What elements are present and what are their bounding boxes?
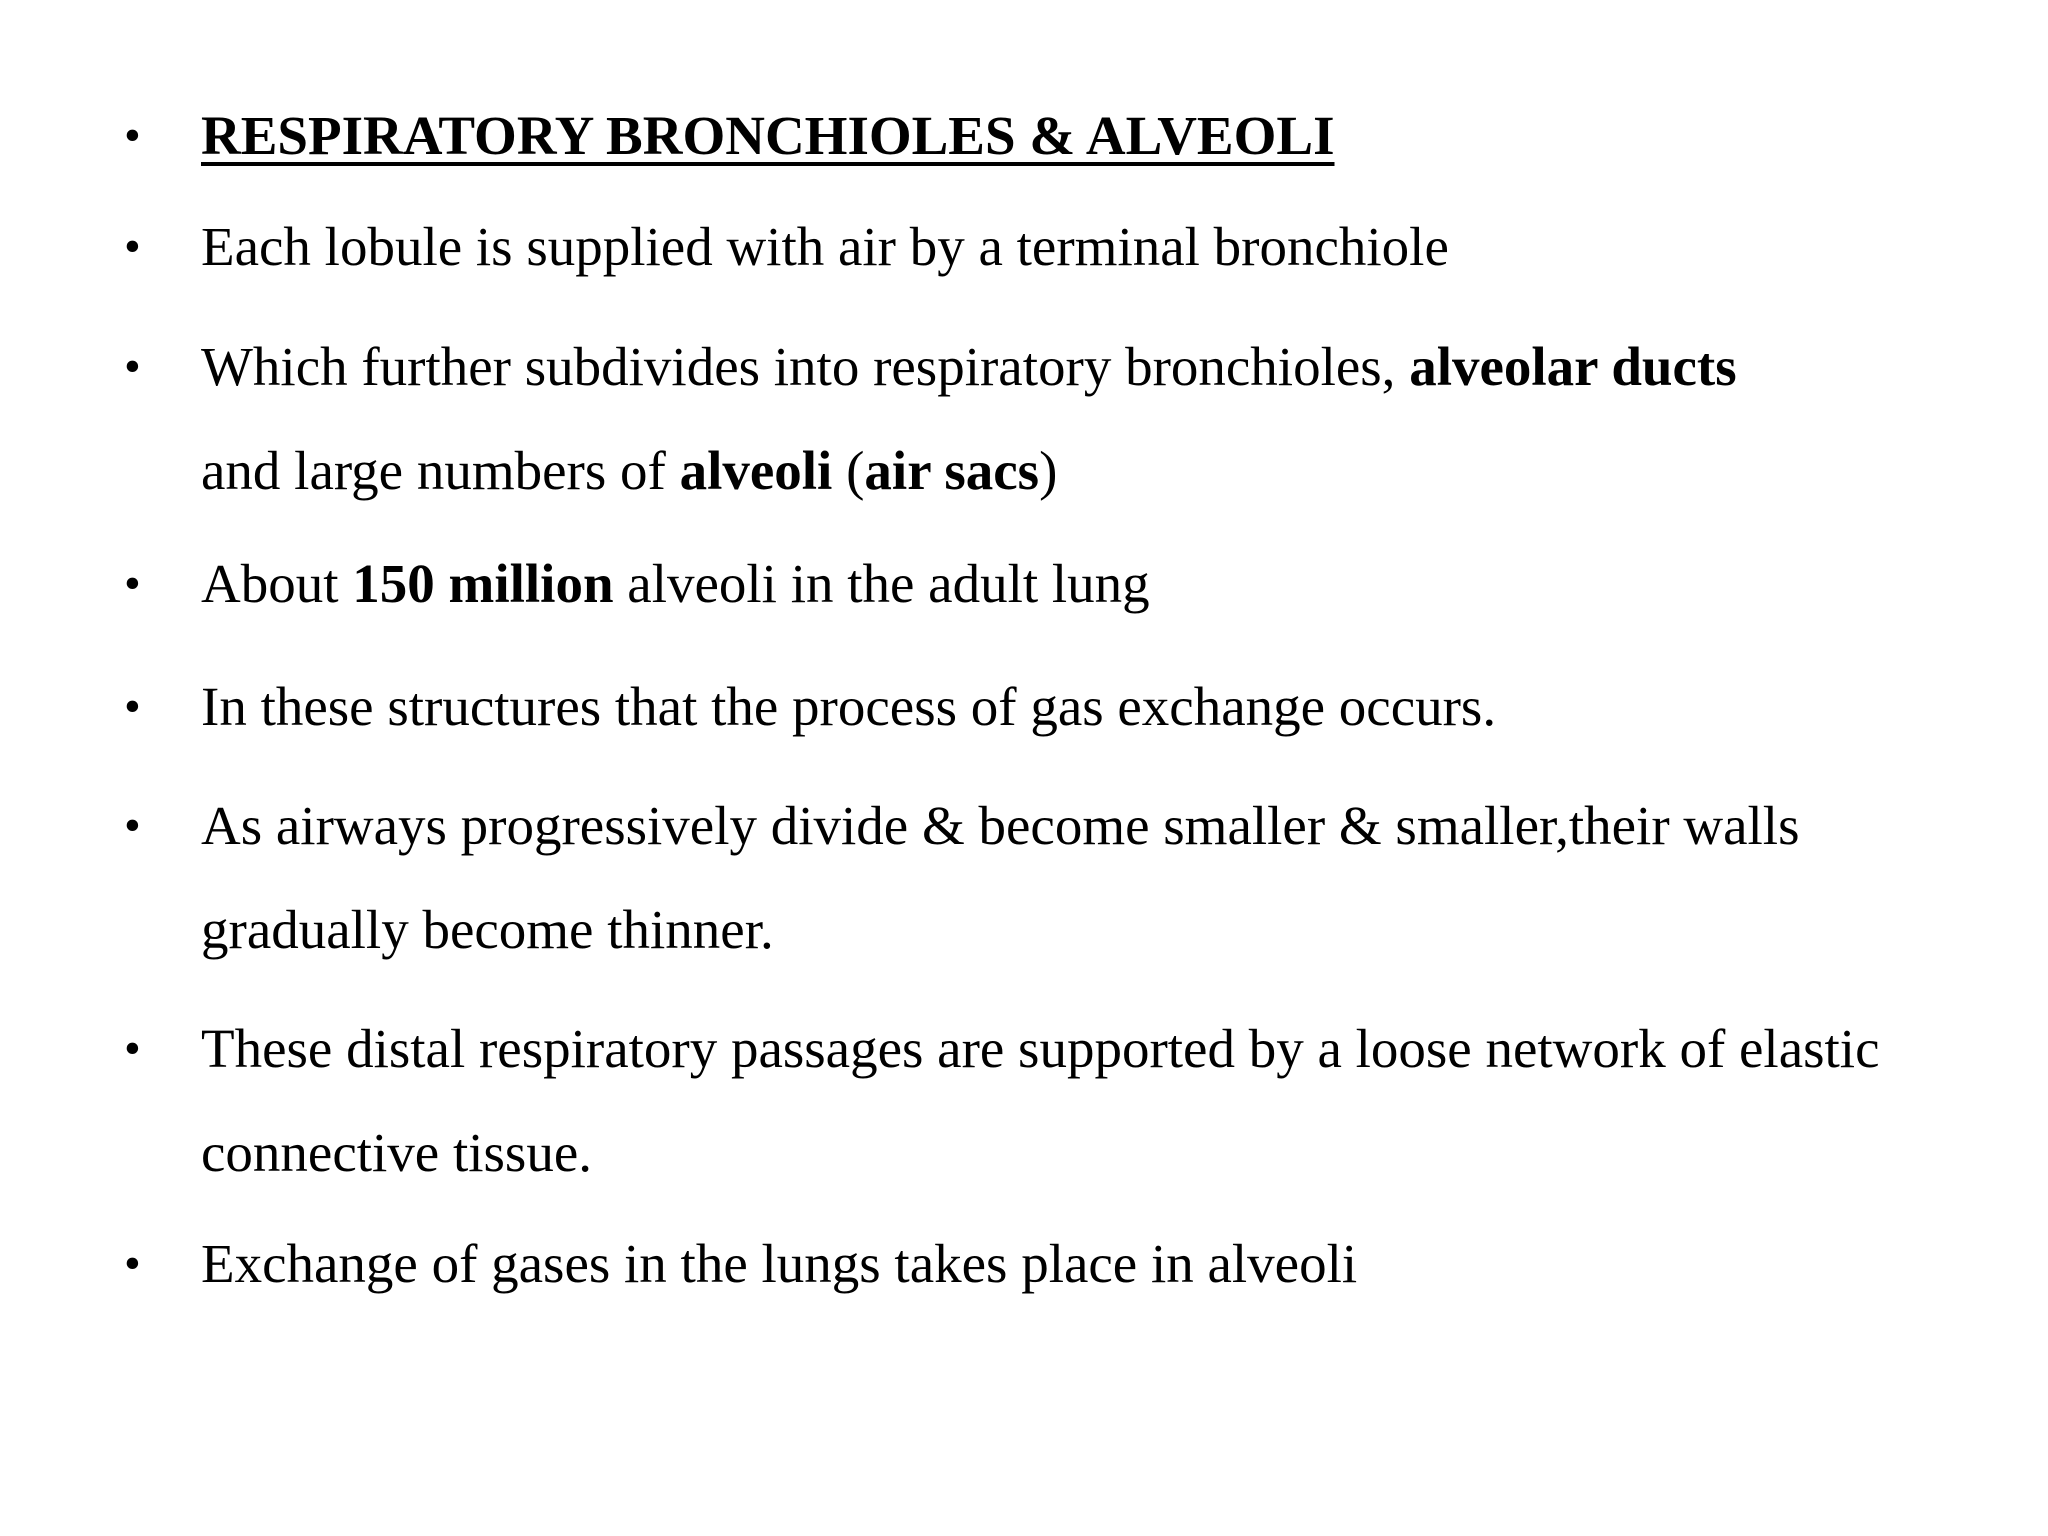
text-run: ( bbox=[832, 440, 865, 501]
text-run: ) bbox=[1039, 440, 1058, 501]
text-run: alveoli in the adult lung bbox=[613, 553, 1150, 614]
text-run: About bbox=[201, 553, 353, 614]
bullet-point: • bbox=[124, 220, 141, 273]
bullet-point: • bbox=[124, 340, 141, 393]
bullet-text bbox=[201, 532, 1981, 636]
bullet-text: connective tissue. bbox=[201, 1122, 592, 1183]
emphasis-alveolar-ducts: alveolar ducts bbox=[1409, 336, 1737, 397]
bullet-point: • bbox=[124, 1022, 141, 1075]
bullet-text: In these structures that the process of gas exchange occurs. bbox=[201, 676, 1497, 737]
bullet-point: • bbox=[124, 109, 141, 162]
emphasis-150-million: 150 million bbox=[352, 553, 614, 614]
slide-heading: RESPIRATORY BRONCHIOLES & ALVEOLI bbox=[201, 105, 1335, 166]
emphasis-air-sacs: air sacs bbox=[864, 440, 1040, 501]
bullet-text: gradually become thinner. bbox=[201, 899, 774, 960]
bullet-point: • bbox=[124, 1237, 141, 1290]
emphasis-alveoli: alveoli bbox=[679, 440, 833, 501]
text-run: and large numbers of bbox=[201, 440, 680, 501]
bullet-point: • bbox=[124, 680, 141, 733]
bullet-text: Exchange of gases in the lungs takes place in alveoli bbox=[201, 1233, 1358, 1294]
bullet-text bbox=[201, 419, 1981, 523]
text-run: Which further subdivides into respiratory bronchioles, bbox=[201, 336, 1410, 397]
bullet-text: Each lobule is supplied with air by a terminal bronchiole bbox=[201, 216, 1449, 277]
bullet-text bbox=[201, 315, 1981, 419]
bullet-text: As airways progressively divide & become smaller & smaller,their walls bbox=[201, 795, 1800, 856]
bullet-text: These distal respiratory passages are supported by a loose network of elastic bbox=[201, 1018, 1880, 1079]
bullet-point: • bbox=[124, 557, 141, 610]
bullet-point: • bbox=[124, 799, 141, 852]
